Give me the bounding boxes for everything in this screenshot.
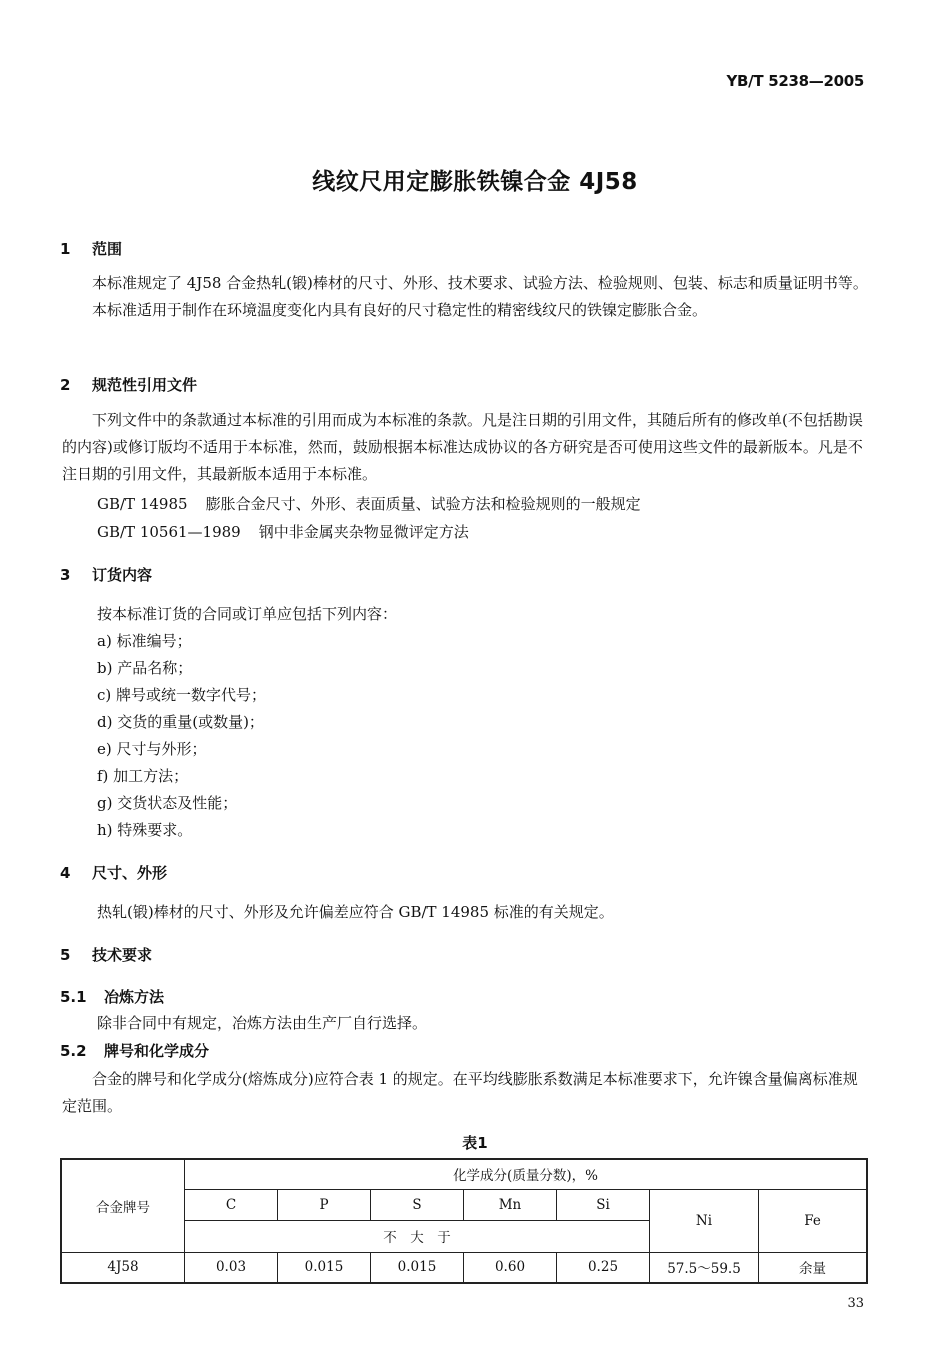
section-5-2-body [62,1066,870,1120]
table-cell: 0.015 [371,1252,464,1283]
section-2-paragraph-1: 下列文件中的条款通过本标准的引用而成为本标准的条款。凡是注日期的引用文件，其随后所有的修改单(不包括勘误的内容)或修订版均不适用于本标准，然而，鼓励根据本标准达成协议的各方研究是否可使用这些文件的最新版本。凡是不注日期的引用文件，其最新版本适用于本标准。 [62,411,863,483]
list-item: a) 标准编号； [97,632,192,650]
section-2-body [62,407,870,488]
composition-header: 化学成分(质量分数)，% [185,1159,868,1189]
section-1-paragraph-1: 本标准规定了 4J58 合金热轧(锻)棒材的尺寸、外形、技术要求、试验方法、检验规则、包装、标志和质量证明书等。 [92,274,868,292]
table-caption: 表1 [462,1134,488,1152]
element-header: Ni [650,1189,759,1252]
section-2-heading: 2 规范性引用文件 [60,376,198,394]
standard-number: YB/T 5238—2005 [726,72,864,90]
list-item: c) 牌号或统一数字代号； [97,686,267,704]
section-4-heading: 4 尺寸、外形 [60,864,168,882]
list-item: e) 尺寸与外形； [97,740,207,758]
section-5-2-paragraph: 合金的牌号和化学成分(熔炼成分)应符合表 1 的规定。在平均线膨胀系数满足本标准要求下，允许镍含量偏离标准规定范围。 [62,1070,858,1115]
list-item: b) 产品名称； [97,659,193,677]
element-header: Si [557,1189,650,1220]
section-3-intro: 按本标准订货的合同或订单应包括下列内容： [97,605,398,623]
section-5-1-heading: 5.1 冶炼方法 [60,988,165,1006]
element-header: S [371,1189,464,1220]
list-item: f) 加工方法； [97,767,189,785]
section-1-body [62,270,870,324]
table-cell: 57.5～59.5 [650,1252,759,1283]
chemical-composition-table [60,1158,868,1284]
element-header: C [185,1189,278,1220]
reference-2: GB/T 10561—1989 钢中非金属夹杂物显微评定方法 [97,523,469,541]
section-1-paragraph-2: 本标准适用于制作在环境温度变化内具有良好的尺寸稳定性的精密线纹尺的铁镍定膨胀合金。 [92,301,708,319]
list-item: g) 交货状态及性能； [97,794,238,812]
section-5-1-paragraph: 除非合同中有规定，冶炼方法由生产厂自行选择。 [97,1014,428,1032]
reference-1: GB/T 14985 膨胀合金尺寸、外形、表面质量、试验方法和检验规则的一般规定 [97,495,641,513]
document-title: 线纹尺用定膨胀铁镍合金 4J58 [312,169,638,195]
list-item: h) 特殊要求。 [97,821,193,839]
section-5-heading: 5 技术要求 [60,946,153,964]
section-3-heading: 3 订货内容 [60,566,153,584]
section-1-heading: 1 范围 [60,240,123,258]
element-header: Mn [464,1189,557,1220]
limit-note: 不 大 于 [185,1220,650,1252]
table-cell: 4J58 [61,1252,185,1283]
table-cell: 余量 [759,1252,868,1283]
table-cell: 0.015 [278,1252,371,1283]
page-number: 33 [847,1296,864,1311]
grade-header: 合金牌号 [61,1159,185,1252]
table-cell: 0.60 [464,1252,557,1283]
table-cell: 0.03 [185,1252,278,1283]
table-row [61,1252,867,1283]
list-item: d) 交货的重量(或数量)； [97,713,264,731]
table-cell: 0.25 [557,1252,650,1283]
element-header: P [278,1189,371,1220]
element-header: Fe [759,1189,868,1252]
section-5-2-heading: 5.2 牌号和化学成分 [60,1042,210,1060]
section-4-paragraph: 热轧(锻)棒材的尺寸、外形及允许偏差应符合 GB/T 14985 标准的有关规定。 [97,903,614,921]
